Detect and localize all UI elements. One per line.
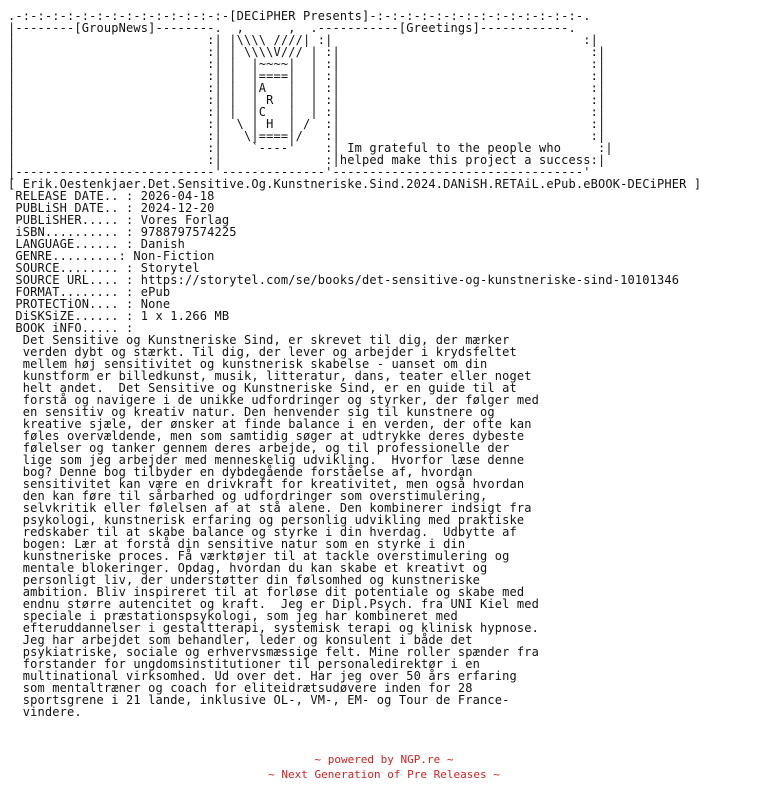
nfo-text-block: .-:-:-:-:-:-:-:-:-:-:-:-:-:-:-[DECiPHER Presents]-:-:-:-:-:-:-:-:-:-:-:-:-:-:-. |--------[GroupNews]--------. , , .-----------[Greetings]------------. | :| |\\\\ ////| :| :| | :| | \\\\V/// | :| :| | :| | |~~~~| | :| :| | :| | |====| | :| :| | :| | |A | | :| :| | :| | | R | | :| :| | :| | |C | | :| :| | :| \ | H | / :| :| | :| \|====|/ :| :| | :| `----' :| Im grateful to the people who :| | :| :|helped make this project a success:| |---------------------------'--------------'----------------------------------' [ Erik.Oestenkjaer.Det.Sensitive.Og.Kunstneriske.Sind.2024.DANiSH.RETAiL.ePub.eBOOK-DECiPHER ] RELEASE DATE.. : 2026-04-18 PUBLiSH DATE.. : 2024-12-20 PUBLiSHER..... : Vores Forlag iSBN.......... : 9788797574225 LANGUAGE...... : Danish GENRE.........: Non-Fiction SOURCE........ : Storytel SOURCE URL.... : https://storytel.com/se/books/det-sensitive-og-kunstneriske-sind-10101346 FORMAT........ : ePub PROTECTiON.... : None DiSKSiZE...... : 1 x 1.266 MB BOOK iNFO..... : Det Sensitive og Kunstneriske Sind, er skrevet til dig, der mærker verden dybt og stærkt. Til dig, der lever og arbejder i krydsfeltet mellem høj sensitivitet og kunstnerisk skabelse - uanset om din kunstform er billedkunst, musik, litteratur, dans, teater eller noget helt andet. Det Sensitive og Kunstneriske Sind, er en guide til at forstå og navigere i de unikke udfordringer og styrker, der følger med en sensitiv og kreativ natur. Den henvender sig til kunstnere og kreative sjæle, der ønsker at finde balance i en verden, der ofte kan føles overvældende, men som samtidig søger at udtrykke deres dybeste følelser og tanker gennem deres arbejde, og til professionelle der lige som jeg arbejder med menneskelig udvikling. Hvorfor læse denne bog? Denne bog tilbyder en dybdegående forståelse af, hvordan sensitivitet kan være en drivkraft for kreativitet, men også hvordan den kan føre til sårbarhed og udfordringer som overstimulering, selvkritik eller følelsen af at stå alene. Den kombinerer indsigt fra psykologi, kunstnerisk erfaring og personlig udvikling med praktiske redskaber til at skabe balance og styrke i din hverdag. Udbytte af bogen: Lær at forstå din sensitive natur som en styrke i din kunstneriske proces. Få værktøjer til at tackle overstimulering og mentale blokeringer. Opdag, hvordan du kan skabe et kreativt og personligt liv, der understøtter din følsomhed og kunstneriske ambition. Bliv inspireret til at forløse dit potentiale og skabe med endnu større autencitet og kraft. Jeg er Dipl.Psych. fra UNI Kiel med speciale i præstationspsykologi, som jeg har kombineret med efteruddannelser i gestaltterapi, systemisk terapi og klinisk hypnose. Jeg har arbejdet som behandler, leder og konsulent i både det psykiatriske, sociale og erhvervsmæssige felt. Mine roller spænder fra forstander for ungdomsinstitutioner til personaledirektør i en multinational virksomhed. Ud over det. Har jeg over 50 års erfaring som mentaltræner og coach for eliteidrætsudøvere inden for 28 sportsgrene i 21 lande, inklusive OL-, VM-, EM- og Tour de France- vindere. [8, 9, 702, 719]
footer-powered-by: ~ powered by NGP.re ~ [314, 753, 454, 766]
footer-tagline: ~ Next Generation of Pre Releases ~ [268, 768, 500, 781]
footer [0, 752, 768, 782]
